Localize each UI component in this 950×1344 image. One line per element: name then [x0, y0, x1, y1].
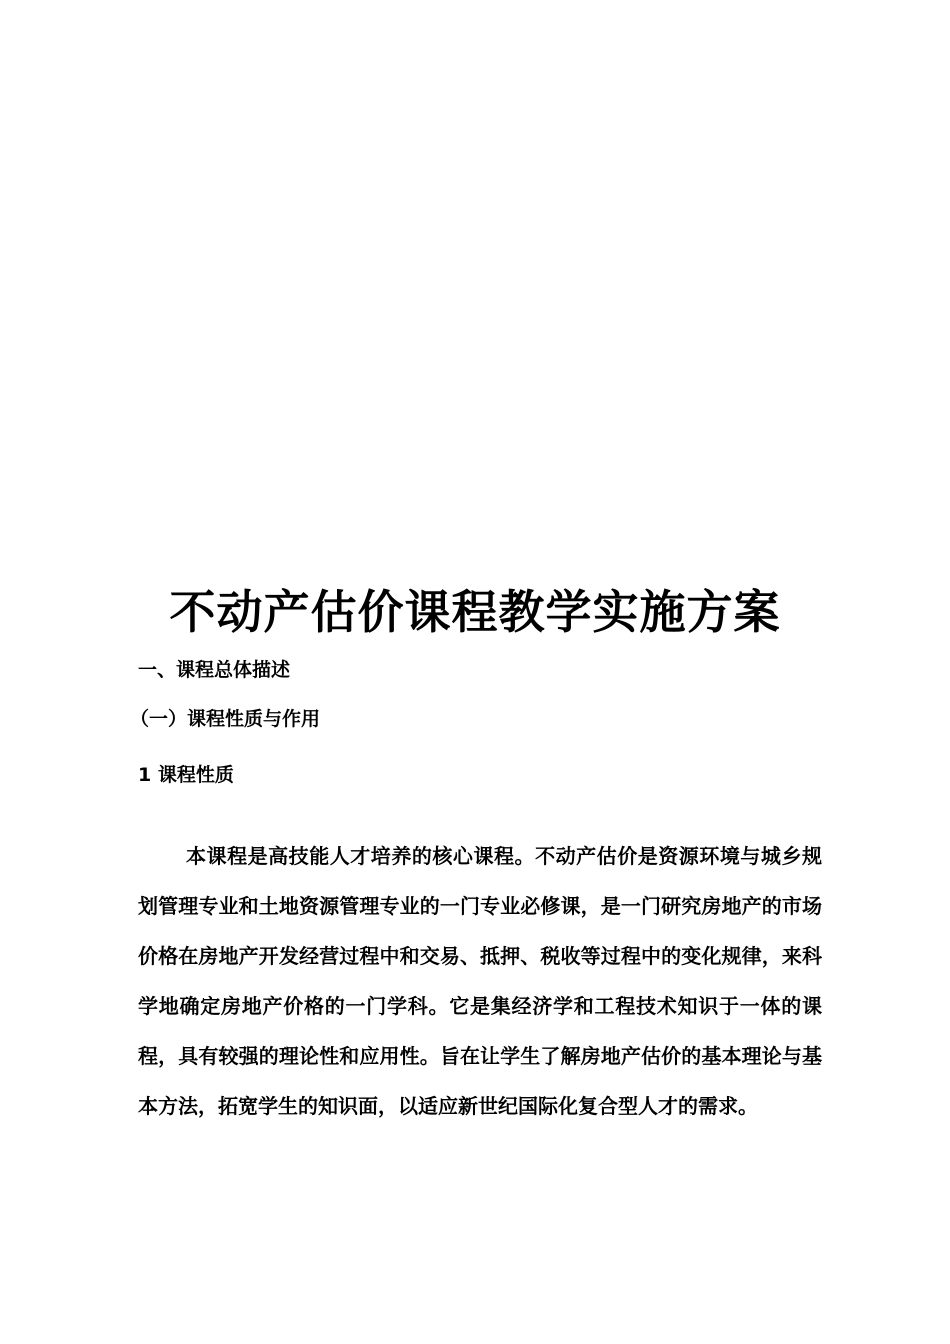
- document-title: 不动产估价课程教学实施方案: [169, 585, 781, 639]
- subsubsection-heading-course-nature: 1 课程性质: [138, 764, 234, 786]
- subsection-heading-nature-and-role: （一）课程性质与作用: [130, 708, 321, 730]
- body-paragraph: 本课程是高技能人才培养的核心课程。不动产估价是资源环境与城乡规划管理专业和土地资源管理专业的一门专业必修课，是一门研究房地产的市场价格在房地产开发经营过程中和交易、抵押、税收等过程中的变化规律，来科学地确定房地产价格的一门学科。它是集经济学和工程技术知识于一体的课程，具有较强的理论性和应用性。旨在让学生了解房地产估价的基本理论与基本方法，拓宽学生的知识面，以适应新世纪国际化复合型人才的需求。: [138, 844, 822, 1118]
- section-heading-course-overview: 一、课程总体描述: [138, 659, 291, 681]
